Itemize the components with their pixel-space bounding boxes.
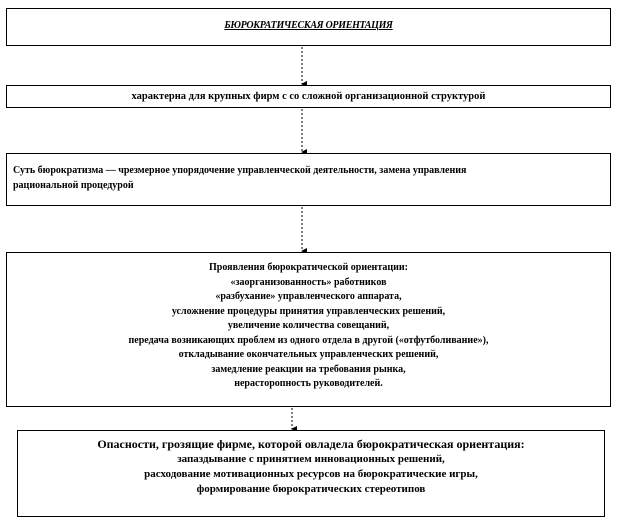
- essence-box: [6, 153, 611, 206]
- manifestation-item: «заорганизованность» работников: [230, 276, 387, 288]
- orientation-box: [6, 8, 611, 46]
- danger-item: запаздывание с принятием инновационных решений,: [177, 453, 445, 466]
- danger-item: расходование мотивационных ресурсов на бюрократические игры,: [144, 468, 478, 481]
- manifestations-box: [6, 252, 611, 407]
- danger-item: формирование бюрократических стереотипов: [196, 482, 426, 495]
- manifestation-item: нерасторопность руководителей.: [234, 378, 383, 389]
- manifestation-item: замедление реакции на требования рынка,: [211, 363, 406, 375]
- manifestation-item: откладывание окончательных управленческих решений,: [178, 349, 439, 360]
- characteristic-box: [6, 85, 611, 108]
- orientation-title: БЮРОКРАТИЧЕСКАЯ ОРИЕНТАЦИЯ: [224, 20, 393, 31]
- manifestations-heading: Проявления бюрократической ориентации:: [209, 262, 408, 273]
- manifestation-item: усложнение процедуры принятия управленческих решений,: [171, 305, 446, 317]
- essence-line: Суть бюрократизма — чрезмерное упорядочение управленческой деятельности, замена управления: [13, 165, 467, 176]
- manifestation-item: «разбухание» управленческого аппарата,: [215, 291, 402, 302]
- essence-line: рациональной процедурой: [13, 179, 134, 191]
- manifestation-item: передача возникающих проблем из одного отдела в другой («отфутболивание»),: [128, 334, 489, 346]
- manifestation-item: увеличение количества совещаний,: [227, 320, 390, 331]
- characteristic-text: характерна для крупных фирм с со сложной организационной структурой: [131, 91, 486, 102]
- dangers-box: [17, 430, 605, 517]
- dangers-heading: Опасности, грозящие фирме, которой овладела бюрократическая ориентация:: [97, 437, 525, 451]
